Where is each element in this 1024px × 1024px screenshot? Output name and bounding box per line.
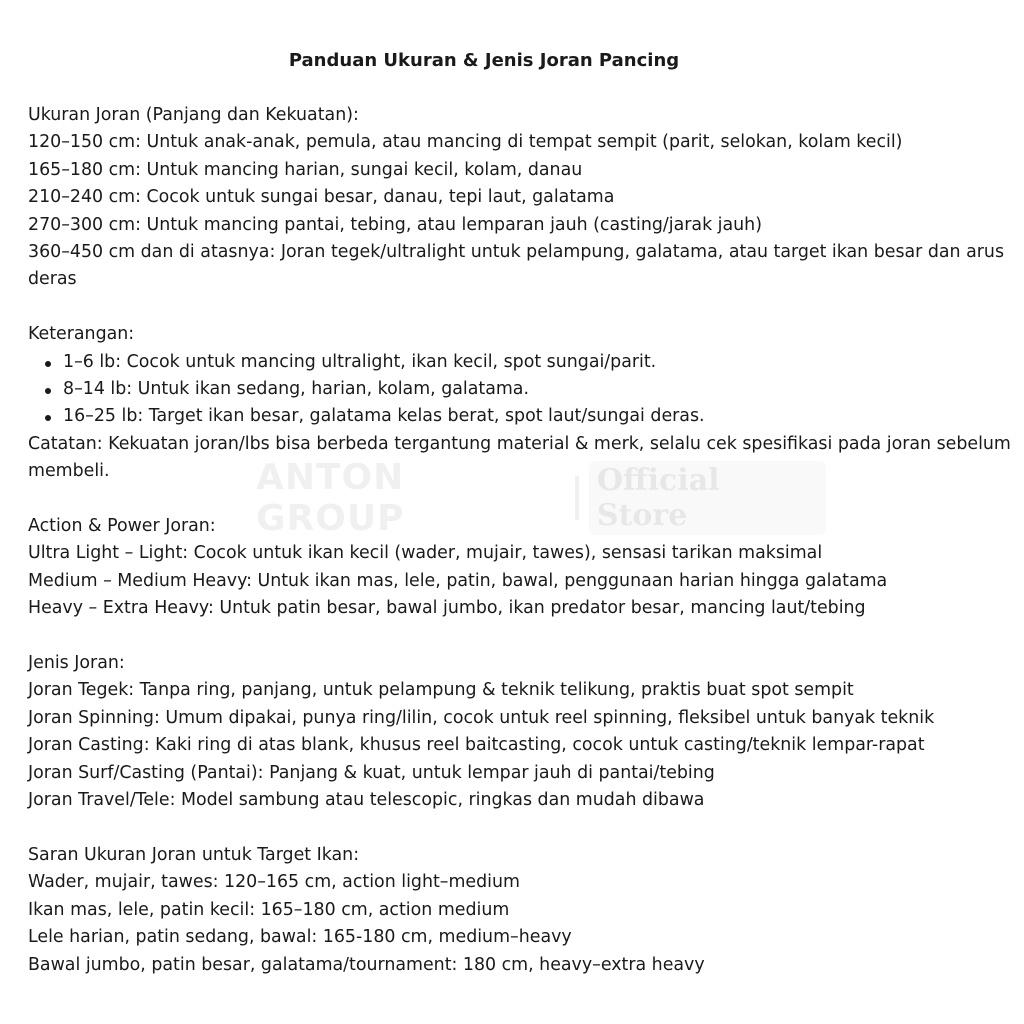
bullet-icon: [45, 388, 51, 394]
ukuran-line: 270–300 cm: Untuk mancing pantai, tebing, atau lemparan jauh (casting/jarak jauh): [28, 214, 762, 235]
jenis-line: Joran Surf/Casting (Pantai): Panjang & kuat, untuk lempar jauh di pantai/tebing: [28, 762, 715, 783]
spacer: [28, 623, 1023, 650]
ukuran-line: 120–150 cm: Untuk anak-anak, pemula, atau mancing di tempat sempit (parit, selokan, kolam kecil): [28, 132, 903, 153]
list-item-text: 16–25 lb: Target ikan besar, galatama kelas berat, spot laut/sungai deras.: [63, 406, 705, 427]
list-item: [28, 349, 1023, 376]
jenis-line: Joran Travel/Tele: Model sambung atau telescopic, ringkas dan mudah dibawa: [28, 790, 705, 811]
document-body: [28, 102, 1023, 979]
saran-line: Bawal jumbo, patin besar, galatama/tournament: 180 cm, heavy–extra heavy: [28, 954, 705, 975]
jenis-line: Joran Spinning: Umum dipakai, punya ring/lilin, cocok untuk reel spinning, fleksibel untuk banyak teknik: [28, 707, 935, 728]
list-item: [28, 403, 1023, 430]
action-line: Heavy – Extra Heavy: Untuk patin besar, bawal jumbo, ikan predator besar, mancing laut/tebing: [28, 598, 866, 619]
ukuran-line: 210–240 cm: Cocok untuk sungai besar, danau, tepi laut, galatama: [28, 187, 615, 208]
spacer: [28, 815, 1023, 842]
watermark-store: Official Store: [589, 461, 826, 535]
list-item: [28, 376, 1023, 403]
list-item-text: 1–6 lb: Cocok untuk mancing ultralight, ikan kecil, spot sungai/parit.: [63, 351, 657, 372]
section-action-heading: Action & Power Joran:: [28, 516, 216, 537]
list-item-text: 8–14 lb: Untuk ikan sedang, harian, kolam, galatama.: [63, 379, 529, 400]
ukuran-line: 360–450 cm dan di atasnya: Joran tegek/ultralight untuk pelampung, galatama, atau target ikan besar dan arus deras: [28, 242, 1004, 290]
section-keterangan: [28, 321, 1023, 485]
saran-line: Lele harian, patin sedang, bawal: 165-180 cm, medium–heavy: [28, 927, 572, 948]
spacer: [28, 486, 1023, 513]
bullet-icon: [45, 361, 51, 367]
section-jenis-heading: Jenis Joran:: [28, 653, 125, 674]
saran-line: Wader, mujair, tawes: 120–165 cm, action light–medium: [28, 872, 520, 893]
section-ukuran-heading: Ukuran Joran (Panjang dan Kekuatan):: [28, 105, 359, 125]
watermark-brand: ANTON GROUP: [256, 457, 405, 539]
section-saran-heading: Saran Ukuran Joran untuk Target Ikan:: [28, 844, 360, 865]
jenis-line: Joran Casting: Kaki ring di atas blank, khusus reel baitcasting, cocok untuk casting/teknik lempar-rapat: [28, 735, 925, 756]
spacer: [28, 294, 1023, 321]
section-saran: [28, 842, 1023, 979]
section-keterangan-heading: Keterangan:: [28, 324, 135, 345]
keterangan-list: [28, 349, 1023, 431]
jenis-line: Joran Tegek: Tanpa ring, panjang, untuk pelampung & teknik telikung, praktis buat spot sempit: [28, 680, 854, 701]
section-action: [28, 513, 1023, 623]
action-line: Medium – Medium Heavy: Untuk ikan mas, lele, patin, bawal, penggunaan harian hingga galatama: [28, 570, 888, 591]
page-title: Panduan Ukuran & Jenis Joran Pancing: [288, 50, 680, 71]
ukuran-line: 165–180 cm: Untuk mancing harian, sungai kecil, kolam, danau: [28, 159, 583, 180]
saran-line: Ikan mas, lele, patin kecil: 165–180 cm, action medium: [28, 899, 510, 920]
section-jenis: [28, 650, 1023, 814]
keterangan-note: Catatan: Kekuatan joran/lbs bisa berbeda tergantung material & merk, selalu cek spesifikasi pada joran sebelum membeli.: [28, 433, 1011, 482]
action-line: Ultra Light – Light: Cocok untuk ikan kecil (wader, mujair, tawes), sensasi tarikan maksimal: [28, 543, 823, 564]
section-ukuran: [28, 102, 1023, 294]
bullet-icon: [45, 415, 51, 421]
